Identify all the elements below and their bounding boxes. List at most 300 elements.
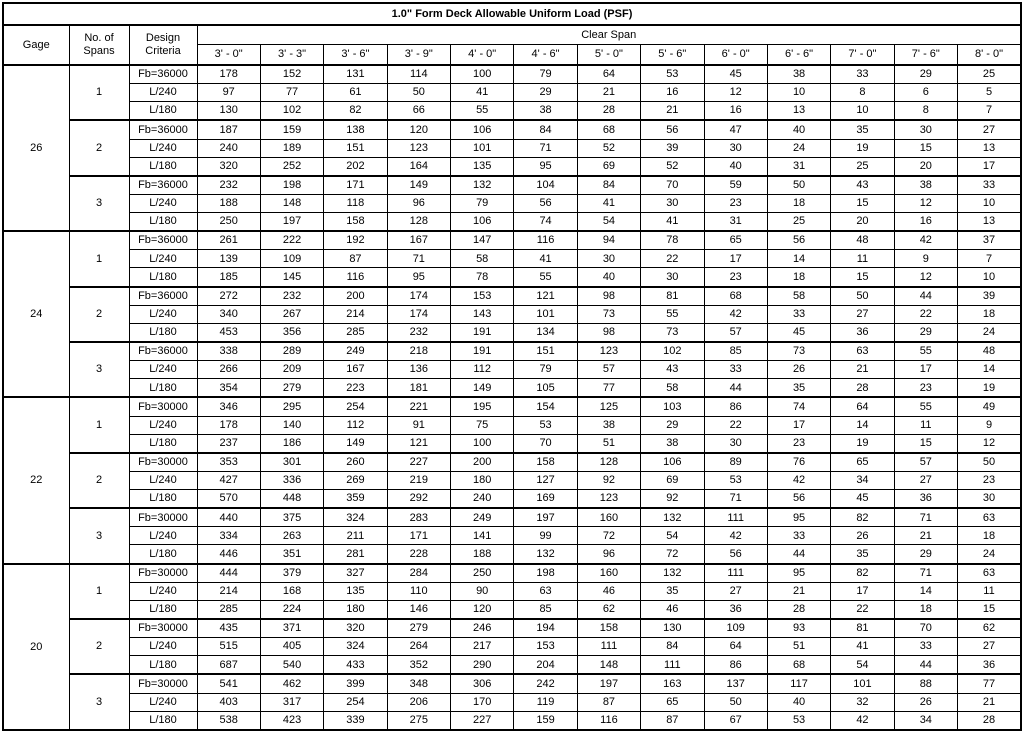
load-value-cell: 72: [641, 545, 704, 564]
load-value-cell: 338: [197, 342, 260, 361]
load-value-cell: 56: [767, 231, 830, 250]
load-value-cell: 200: [451, 453, 514, 472]
span-count-cell: 3: [69, 176, 129, 231]
table-row: [3, 564, 1021, 583]
load-value-cell: 10: [958, 268, 1022, 287]
criteria-cell: Fb=30000: [129, 453, 197, 472]
load-value-cell: 29: [894, 323, 957, 342]
load-value-cell: 324: [324, 638, 387, 656]
table-row: [3, 472, 1021, 490]
load-value-cell: 11: [831, 250, 894, 268]
load-value-cell: 158: [577, 619, 640, 638]
load-value-cell: 71: [704, 490, 767, 509]
table-row: [3, 287, 1021, 306]
load-value-cell: 354: [197, 379, 260, 398]
load-value-cell: 39: [641, 139, 704, 157]
load-value-cell: 427: [197, 472, 260, 490]
span-count-cell: 2: [69, 287, 129, 342]
load-value-cell: 50: [831, 287, 894, 306]
load-value-cell: 14: [831, 416, 894, 434]
criteria-cell: L/180: [129, 268, 197, 287]
criteria-cell: L/180: [129, 434, 197, 453]
load-value-cell: 25: [958, 65, 1022, 84]
load-value-cell: 64: [577, 65, 640, 84]
load-value-cell: 433: [324, 656, 387, 675]
load-value-cell: 29: [514, 84, 577, 102]
load-value-cell: 219: [387, 472, 450, 490]
load-value-cell: 16: [704, 102, 767, 121]
load-value-cell: 94: [577, 231, 640, 250]
load-value-cell: 68: [767, 656, 830, 675]
load-value-cell: 14: [894, 582, 957, 600]
load-value-cell: 121: [514, 287, 577, 306]
table-row: [3, 120, 1021, 139]
load-value-cell: 192: [324, 231, 387, 250]
load-value-cell: 81: [641, 287, 704, 306]
load-value-cell: 56: [704, 545, 767, 564]
load-value-cell: 11: [958, 582, 1022, 600]
col-header-gage: Gage: [3, 25, 69, 65]
load-value-cell: 116: [514, 231, 577, 250]
load-value-cell: 289: [260, 342, 323, 361]
load-value-cell: 15: [831, 195, 894, 213]
load-value-cell: 240: [197, 139, 260, 157]
load-value-cell: 16: [894, 213, 957, 232]
criteria-cell: L/180: [129, 379, 197, 398]
load-value-cell: 22: [831, 600, 894, 619]
load-value-cell: 36: [831, 323, 894, 342]
table-row: [3, 638, 1021, 656]
load-value-cell: 84: [641, 638, 704, 656]
span-header: 3' - 3": [260, 45, 323, 66]
load-value-cell: 33: [831, 65, 894, 84]
load-value-cell: 33: [767, 305, 830, 323]
load-value-cell: 18: [958, 305, 1022, 323]
load-value-cell: 151: [514, 342, 577, 361]
load-value-cell: 34: [831, 472, 894, 490]
load-value-cell: 446: [197, 545, 260, 564]
load-value-cell: 35: [767, 379, 830, 398]
load-value-cell: 281: [324, 545, 387, 564]
table-row: [3, 693, 1021, 711]
load-value-cell: 57: [894, 453, 957, 472]
load-value-cell: 149: [451, 379, 514, 398]
load-value-cell: 435: [197, 619, 260, 638]
load-value-cell: 57: [704, 323, 767, 342]
span-count-cell: 1: [69, 397, 129, 452]
load-value-cell: 254: [324, 693, 387, 711]
table-row: [3, 305, 1021, 323]
load-value-cell: 159: [260, 120, 323, 139]
load-value-cell: 52: [577, 139, 640, 157]
load-value-cell: 53: [641, 65, 704, 84]
load-value-cell: 158: [514, 453, 577, 472]
load-value-cell: 19: [958, 379, 1022, 398]
load-value-cell: 440: [197, 508, 260, 527]
load-value-cell: 74: [767, 397, 830, 416]
load-value-cell: 132: [641, 564, 704, 583]
load-value-cell: 65: [704, 231, 767, 250]
col-header-clear-span: Clear Span: [197, 25, 1021, 45]
load-value-cell: 541: [197, 674, 260, 693]
load-value-cell: 351: [260, 545, 323, 564]
load-value-cell: 185: [197, 268, 260, 287]
table-row: [3, 268, 1021, 287]
load-value-cell: 111: [704, 564, 767, 583]
load-value-cell: 232: [260, 287, 323, 306]
load-value-cell: 68: [704, 287, 767, 306]
span-header: 4' - 0": [451, 45, 514, 66]
load-value-cell: 38: [894, 176, 957, 195]
criteria-cell: Fb=36000: [129, 65, 197, 84]
load-value-cell: 140: [260, 416, 323, 434]
load-value-cell: 198: [514, 564, 577, 583]
load-value-cell: 6: [894, 84, 957, 102]
table-row: [3, 176, 1021, 195]
load-value-cell: 195: [451, 397, 514, 416]
criteria-cell: Fb=36000: [129, 120, 197, 139]
load-value-cell: 283: [387, 508, 450, 527]
load-value-cell: 89: [704, 453, 767, 472]
load-value-cell: 269: [324, 472, 387, 490]
load-value-cell: 79: [514, 65, 577, 84]
load-value-cell: 36: [704, 600, 767, 619]
load-value-cell: 22: [641, 250, 704, 268]
load-value-cell: 202: [324, 157, 387, 176]
load-value-cell: 123: [577, 490, 640, 509]
load-value-cell: 98: [577, 323, 640, 342]
load-value-cell: 158: [324, 213, 387, 232]
load-value-cell: 101: [514, 305, 577, 323]
load-value-cell: 32: [831, 693, 894, 711]
load-value-cell: 26: [831, 527, 894, 545]
load-value-cell: 171: [387, 527, 450, 545]
load-value-cell: 64: [831, 397, 894, 416]
load-value-cell: 118: [324, 195, 387, 213]
load-value-cell: 38: [577, 416, 640, 434]
load-value-cell: 109: [260, 250, 323, 268]
load-value-cell: 25: [767, 213, 830, 232]
load-value-cell: 30: [704, 434, 767, 453]
span-count-cell: 3: [69, 674, 129, 730]
load-value-cell: 128: [387, 213, 450, 232]
load-value-cell: 54: [831, 656, 894, 675]
load-value-cell: 71: [894, 508, 957, 527]
criteria-cell: L/240: [129, 693, 197, 711]
load-value-cell: 174: [387, 305, 450, 323]
load-value-cell: 18: [767, 195, 830, 213]
table-row: [3, 102, 1021, 121]
load-value-cell: 240: [451, 490, 514, 509]
load-value-cell: 264: [387, 638, 450, 656]
load-value-cell: 30: [958, 490, 1022, 509]
load-value-cell: 40: [704, 157, 767, 176]
table-row: [3, 323, 1021, 342]
load-value-cell: 114: [387, 65, 450, 84]
load-value-cell: 224: [260, 600, 323, 619]
load-value-cell: 284: [387, 564, 450, 583]
load-value-cell: 36: [894, 490, 957, 509]
load-value-cell: 120: [387, 120, 450, 139]
load-value-cell: 41: [514, 250, 577, 268]
load-value-cell: 14: [958, 361, 1022, 379]
load-value-cell: 58: [641, 379, 704, 398]
load-value-cell: 87: [324, 250, 387, 268]
load-value-cell: 44: [894, 287, 957, 306]
load-value-cell: 55: [514, 268, 577, 287]
load-value-cell: 63: [831, 342, 894, 361]
load-value-cell: 7: [958, 250, 1022, 268]
load-value-cell: 128: [577, 453, 640, 472]
load-value-cell: 67: [704, 711, 767, 730]
load-value-cell: 62: [958, 619, 1022, 638]
load-value-cell: 106: [451, 120, 514, 139]
col-header-criteria: Design Criteria: [129, 25, 197, 65]
load-value-cell: 181: [387, 379, 450, 398]
criteria-cell: Fb=36000: [129, 231, 197, 250]
load-value-cell: 35: [831, 120, 894, 139]
load-value-cell: 154: [514, 397, 577, 416]
load-value-cell: 21: [577, 84, 640, 102]
criteria-cell: Fb=30000: [129, 397, 197, 416]
span-count-cell: 3: [69, 508, 129, 563]
load-value-cell: 69: [577, 157, 640, 176]
load-value-cell: 214: [197, 582, 260, 600]
load-value-cell: 197: [577, 674, 640, 693]
load-value-cell: 295: [260, 397, 323, 416]
load-value-cell: 92: [641, 490, 704, 509]
load-value-cell: 52: [641, 157, 704, 176]
load-value-cell: 148: [577, 656, 640, 675]
load-value-cell: 127: [514, 472, 577, 490]
load-value-cell: 95: [767, 564, 830, 583]
span-count-cell: 2: [69, 619, 129, 674]
load-value-cell: 111: [577, 638, 640, 656]
load-value-cell: 379: [260, 564, 323, 583]
criteria-cell: Fb=30000: [129, 619, 197, 638]
load-value-cell: 25: [831, 157, 894, 176]
load-value-cell: 249: [451, 508, 514, 527]
criteria-cell: Fb=36000: [129, 176, 197, 195]
load-value-cell: 35: [641, 582, 704, 600]
load-value-cell: 55: [894, 397, 957, 416]
load-value-cell: 254: [324, 397, 387, 416]
load-value-cell: 33: [767, 527, 830, 545]
load-value-cell: 77: [958, 674, 1022, 693]
load-value-cell: 95: [767, 508, 830, 527]
load-value-cell: 198: [260, 176, 323, 195]
load-value-cell: 76: [767, 453, 830, 472]
load-value-cell: 22: [894, 305, 957, 323]
load-value-cell: 448: [260, 490, 323, 509]
load-value-cell: 21: [767, 582, 830, 600]
table-row: [3, 490, 1021, 509]
criteria-cell: L/240: [129, 527, 197, 545]
criteria-cell: L/180: [129, 545, 197, 564]
gage-cell: 26: [3, 65, 69, 231]
span-count-cell: 1: [69, 564, 129, 619]
load-value-cell: 72: [577, 527, 640, 545]
load-value-cell: 12: [704, 84, 767, 102]
table-row: [3, 84, 1021, 102]
criteria-cell: Fb=30000: [129, 564, 197, 583]
load-value-cell: 200: [324, 287, 387, 306]
load-value-cell: 77: [577, 379, 640, 398]
criteria-cell: Fb=36000: [129, 342, 197, 361]
load-value-cell: 132: [514, 545, 577, 564]
load-value-cell: 40: [767, 120, 830, 139]
table-row: [3, 139, 1021, 157]
load-value-cell: 50: [958, 453, 1022, 472]
load-value-cell: 61: [324, 84, 387, 102]
load-value-cell: 104: [514, 176, 577, 195]
table-row: [3, 600, 1021, 619]
load-value-cell: 160: [577, 508, 640, 527]
gage-cell: 24: [3, 231, 69, 397]
header-row-top: [3, 25, 1021, 45]
load-value-cell: 24: [958, 323, 1022, 342]
load-value-cell: 98: [577, 287, 640, 306]
span-header: 6' - 0": [704, 45, 767, 66]
load-value-cell: 320: [324, 619, 387, 638]
load-value-cell: 340: [197, 305, 260, 323]
load-value-cell: 180: [451, 472, 514, 490]
load-value-cell: 33: [704, 361, 767, 379]
load-value-cell: 44: [704, 379, 767, 398]
load-value-cell: 178: [197, 416, 260, 434]
criteria-cell: L/180: [129, 157, 197, 176]
load-value-cell: 143: [451, 305, 514, 323]
load-value-cell: 102: [641, 342, 704, 361]
load-value-cell: 125: [577, 397, 640, 416]
load-value-cell: 163: [641, 674, 704, 693]
gage-cell: 20: [3, 564, 69, 730]
load-value-cell: 188: [451, 545, 514, 564]
load-value-cell: 191: [451, 342, 514, 361]
load-value-cell: 33: [958, 176, 1022, 195]
load-value-cell: 45: [831, 490, 894, 509]
load-value-cell: 103: [641, 397, 704, 416]
load-value-cell: 20: [894, 157, 957, 176]
span-header: 7' - 0": [831, 45, 894, 66]
load-value-cell: 20: [831, 213, 894, 232]
load-value-cell: 168: [260, 582, 323, 600]
load-value-cell: 17: [704, 250, 767, 268]
load-value-cell: 39: [958, 287, 1022, 306]
table-row: [3, 711, 1021, 730]
load-value-cell: 21: [894, 527, 957, 545]
load-value-cell: 171: [324, 176, 387, 195]
load-value-cell: 23: [704, 268, 767, 287]
load-value-cell: 74: [514, 213, 577, 232]
load-value-cell: 85: [514, 600, 577, 619]
load-value-cell: 149: [387, 176, 450, 195]
load-value-cell: 21: [641, 102, 704, 121]
span-header: 8' - 0": [958, 45, 1022, 66]
load-value-cell: 346: [197, 397, 260, 416]
load-value-cell: 63: [514, 582, 577, 600]
load-value-cell: 249: [324, 342, 387, 361]
load-value-cell: 88: [894, 674, 957, 693]
load-value-cell: 13: [958, 139, 1022, 157]
load-value-cell: 44: [767, 545, 830, 564]
load-value-cell: 252: [260, 157, 323, 176]
load-value-cell: 159: [514, 711, 577, 730]
load-value-cell: 167: [387, 231, 450, 250]
span-count-cell: 2: [69, 453, 129, 508]
criteria-cell: L/240: [129, 305, 197, 323]
load-value-cell: 68: [577, 120, 640, 139]
load-value-cell: 41: [451, 84, 514, 102]
load-value-cell: 10: [767, 84, 830, 102]
load-value-cell: 87: [641, 711, 704, 730]
load-value-cell: 7: [958, 102, 1022, 121]
load-value-cell: 8: [831, 84, 894, 102]
table-row: [3, 416, 1021, 434]
load-value-cell: 250: [451, 564, 514, 583]
load-value-cell: 30: [641, 195, 704, 213]
criteria-cell: L/240: [129, 361, 197, 379]
load-value-cell: 9: [958, 416, 1022, 434]
table-row: [3, 656, 1021, 675]
load-value-cell: 138: [324, 120, 387, 139]
load-value-cell: 116: [577, 711, 640, 730]
load-value-cell: 139: [197, 250, 260, 268]
load-value-cell: 356: [260, 323, 323, 342]
load-value-cell: 46: [641, 600, 704, 619]
load-value-cell: 43: [831, 176, 894, 195]
load-value-cell: 232: [197, 176, 260, 195]
load-value-cell: 84: [577, 176, 640, 195]
load-value-cell: 56: [641, 120, 704, 139]
load-value-cell: 266: [197, 361, 260, 379]
table-row: [3, 545, 1021, 564]
load-value-cell: 145: [260, 268, 323, 287]
load-value-cell: 194: [514, 619, 577, 638]
load-value-cell: 42: [831, 711, 894, 730]
load-value-cell: 65: [641, 693, 704, 711]
load-value-cell: 54: [641, 527, 704, 545]
load-value-cell: 339: [324, 711, 387, 730]
load-value-cell: 62: [577, 600, 640, 619]
load-value-cell: 8: [894, 102, 957, 121]
load-value-cell: 164: [387, 157, 450, 176]
load-value-cell: 58: [767, 287, 830, 306]
load-value-cell: 301: [260, 453, 323, 472]
load-value-cell: 71: [894, 564, 957, 583]
load-value-cell: 30: [577, 250, 640, 268]
load-value-cell: 95: [514, 157, 577, 176]
load-value-cell: 327: [324, 564, 387, 583]
load-value-cell: 10: [958, 195, 1022, 213]
load-value-cell: 250: [197, 213, 260, 232]
load-value-cell: 130: [641, 619, 704, 638]
load-value-cell: 170: [451, 693, 514, 711]
load-value-cell: 73: [641, 323, 704, 342]
load-value-cell: 135: [451, 157, 514, 176]
load-value-cell: 105: [514, 379, 577, 398]
load-value-cell: 275: [387, 711, 450, 730]
table-row: [3, 434, 1021, 453]
load-value-cell: 56: [514, 195, 577, 213]
load-value-cell: 211: [324, 527, 387, 545]
load-value-cell: 31: [767, 157, 830, 176]
load-value-cell: 50: [387, 84, 450, 102]
load-value-cell: 44: [894, 656, 957, 675]
load-value-cell: 12: [958, 434, 1022, 453]
load-value-cell: 23: [894, 379, 957, 398]
load-value-cell: 81: [831, 619, 894, 638]
